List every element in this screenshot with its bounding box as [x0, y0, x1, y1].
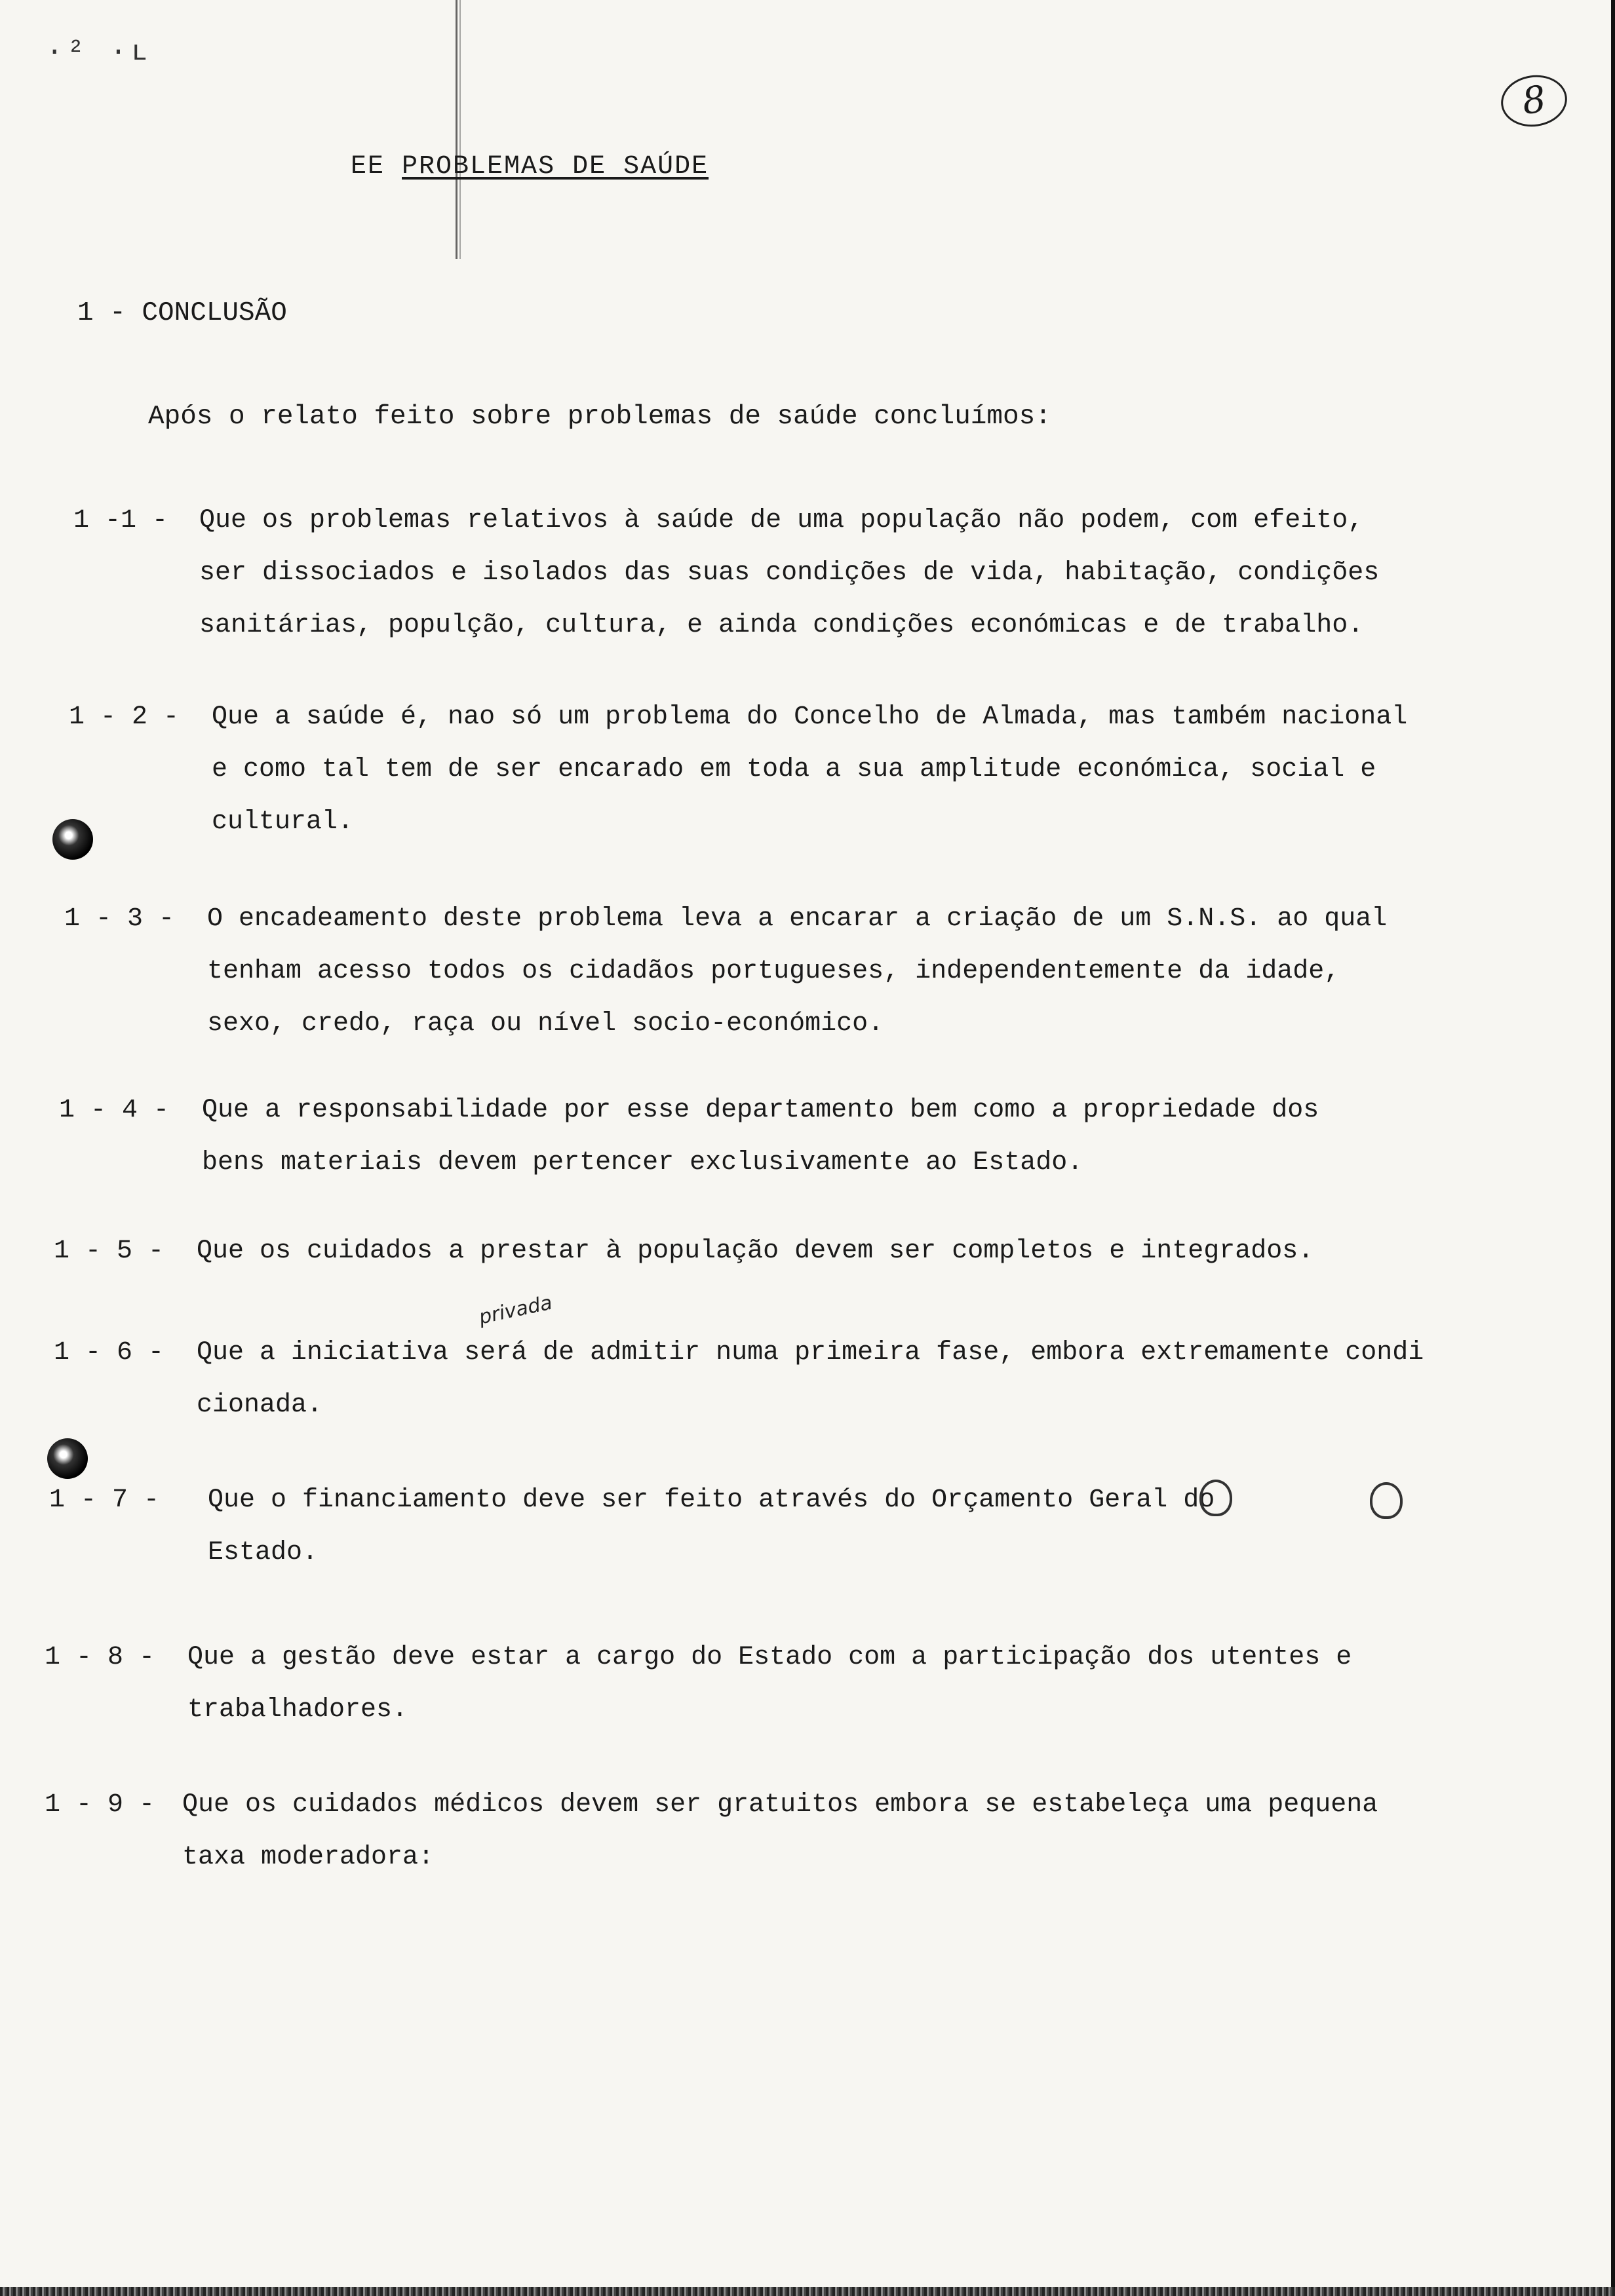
item-number: 1 - 9 - [45, 1790, 155, 1820]
handwritten-capital-mark-o [1199, 1480, 1232, 1516]
item-line: cionada. [197, 1390, 323, 1420]
item-line: bens materiais devem pertencer exclusivamente ao Estado. [202, 1148, 1083, 1177]
item-line: Que os cuidados a prestar à população devem ser completos e integrados. [197, 1236, 1314, 1266]
item-line: e como tal tem de ser encarado em toda a sua amplitude económica, social e [212, 755, 1376, 784]
item-line: O encadeamento deste problema leva a encarar a criação de um S.N.S. ao qual [207, 904, 1388, 934]
item-body [182, 1779, 1378, 1884]
title-prefix: EE [351, 152, 385, 182]
item-line: cultural. [212, 807, 354, 837]
item-line: Estado. [208, 1538, 319, 1567]
item-number: 1 - 7 - [49, 1485, 160, 1515]
item-number: 1 - 5 - [54, 1236, 165, 1266]
page-right-edge [1611, 0, 1615, 2296]
item-body [207, 893, 1387, 1050]
item-body [187, 1632, 1352, 1736]
section-heading: 1 - CONCLUSÃO [77, 298, 287, 328]
item-body [197, 1327, 1424, 1432]
item-line: sexo, credo, raça ou nível socio-económico. [207, 1009, 884, 1039]
title-text: PROBLEMAS DE SAÚDE [402, 152, 709, 182]
handwritten-capital-mark-g [1370, 1482, 1403, 1519]
item-line: ser dissociados e isolados das suas condições de vida, habitação, condições [199, 558, 1380, 588]
punch-hole-icon [47, 1438, 88, 1479]
item-line: Que a gestão deve estar a cargo do Estado com a participação dos utentes e [187, 1643, 1352, 1672]
page-bottom-edge [0, 2287, 1615, 2296]
item-line: trabalhadores. [187, 1695, 408, 1725]
item-line: Que os cuidados médicos devem ser gratuitos embora se estabeleça uma pequena [182, 1790, 1378, 1820]
punch-hole-icon [52, 819, 93, 860]
intro-paragraph: Após o relato feito sobre problemas de saúde concluímos: [148, 402, 1051, 432]
item-line: Que a responsabilidade por esse departamento bem como a propriedade dos [202, 1096, 1319, 1125]
item-number: 1 - 3 - [64, 904, 175, 934]
page-title [351, 152, 709, 182]
item-line: sanitárias, populção, cultura, e ainda condições económicas e de trabalho. [199, 611, 1364, 640]
scan-artifact-line-secondary [459, 0, 461, 259]
corner-marks: ·² ·ʟ [46, 36, 153, 69]
item-body [197, 1225, 1313, 1278]
item-line: Que a saúde é, nao só um problema do Concelho de Almada, mas também nacional [212, 702, 1408, 732]
item-line: taxa moderadora: [182, 1843, 435, 1872]
handwritten-insertion: privada [477, 1291, 555, 1330]
item-line: Que os problemas relativos à saúde de uma população não podem, com efeito, [199, 506, 1364, 535]
item-body [212, 691, 1407, 849]
item-body [202, 1084, 1319, 1189]
item-line: Que o financiamento deve ser feito através do Orçamento Geral do [208, 1485, 1215, 1515]
item-line: Que a iniciativa será de admitir numa primeira fase, embora extremamente condi [197, 1338, 1424, 1368]
item-line: tenham acesso todos os cidadãos portugueses, independentemente da idade, [207, 957, 1340, 986]
item-number: 1 - 4 - [59, 1096, 170, 1125]
page-number-circled: 8 [1498, 71, 1570, 130]
item-body [208, 1474, 1215, 1579]
item-body [199, 495, 1379, 652]
scan-artifact-line [456, 0, 457, 259]
item-number: 1 -1 - [73, 506, 168, 535]
item-number: 1 - 6 - [54, 1338, 165, 1368]
item-number: 1 - 8 - [45, 1643, 155, 1672]
item-number: 1 - 2 - [69, 702, 180, 732]
